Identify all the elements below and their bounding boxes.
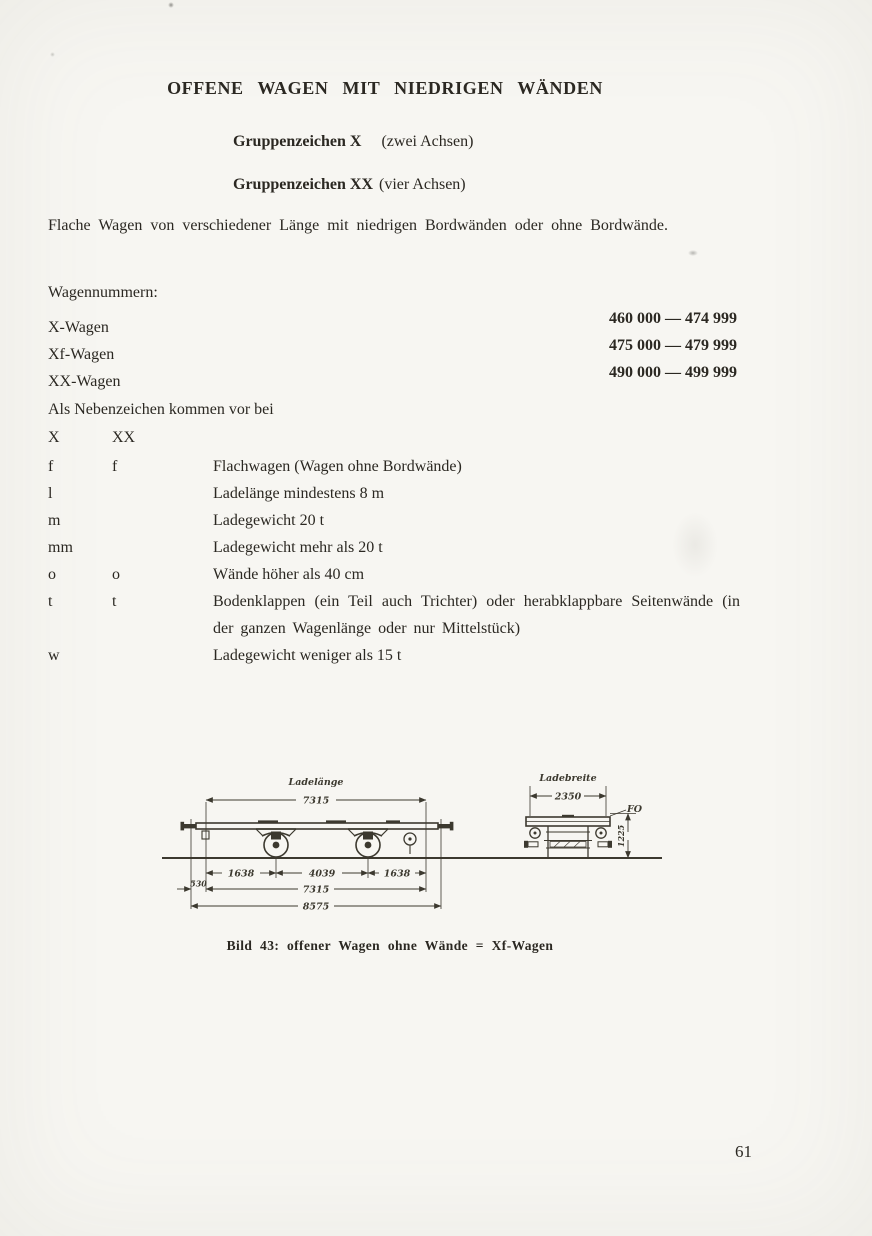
table-row [48,642,740,669]
nebenzeichen-table [48,424,740,669]
table-row [48,534,740,561]
wagen-number-range: 475 000 — 479 999 [609,337,737,354]
dim-left: 1638 [227,868,255,880]
page-title: OFFENE WAGEN MIT NIEDRIGEN WÄNDEN [167,78,603,98]
code-description: Flachwagen (Wagen ohne Bordwände) [213,458,462,475]
wheelset-left [256,829,296,857]
wagennummern-heading: Wagennummern: [48,284,158,301]
wagon-drawing-svg [158,770,668,940]
ladelaenge-label: Ladelänge [288,777,344,788]
wagon-end-view [524,773,643,858]
scan-speck [168,2,174,8]
wagen-number-ranges [537,305,737,386]
wagen-number-range: 490 000 — 499 999 [609,364,737,381]
scan-smudge [688,250,698,256]
code-xx: f [112,458,118,475]
ladebreite-label: Ladebreite [539,773,597,784]
wagen-type: XX-Wagen [48,373,121,390]
dim-right: 1638 [383,868,411,880]
wagen-type-list [48,314,120,395]
group-xx-note: (vier Achsen) [379,176,466,193]
wagen-type: Xf-Wagen [48,346,115,363]
code-x: o [48,566,56,583]
ladebreite-value: 2350 [554,791,582,803]
code-description: Ladelänge mindestens 8 m [213,485,385,502]
code-description: Ladegewicht weniger als 15 t [213,647,402,664]
code-description: Bodenklappen (ein Teil auch Trichter) oder herabklappbare Seitenwände (in der ganzen Wagenlänge oder nur Mittelstück) [213,593,740,637]
code-x: m [48,512,61,529]
table-row [48,453,740,480]
wagon-technical-drawing [158,770,668,940]
dim-total: 8575 [302,901,330,913]
table-row [48,507,740,534]
code-xx: t [112,593,117,610]
fo-label: FO [627,804,643,815]
height-value: 1225 [616,824,626,848]
nebenzeichen-heading: Als Nebenzeichen kommen vor bei [48,401,274,418]
scan-speck [50,52,55,57]
table-row [48,561,740,588]
wagen-type: X-Wagen [48,319,109,336]
code-x: t [48,593,53,610]
handbrake-wheel [404,833,416,854]
code-x: mm [48,539,73,556]
code-description: Ladegewicht 20 t [213,512,325,529]
code-x: f [48,458,54,475]
wagen-number-range: 460 000 — 474 999 [609,310,737,327]
code-xx: o [112,566,120,583]
page-number: 61 [735,1142,752,1161]
dim-overhang: 530 [190,878,207,889]
group-heading-x [233,133,473,151]
intro-paragraph: Flache Wagen von verschiedener Länge mit niedrigen Bordwänden oder ohne Bordwände. [48,217,668,234]
table-header-row [48,424,740,451]
wheelset-right [348,829,388,857]
table-row [48,588,740,642]
table-row [48,480,740,507]
code-x: l [48,485,53,502]
wagon-side-view [177,777,453,913]
group-x-label: Gruppenzeichen X [233,133,362,150]
dim-frame: 7315 [302,884,330,896]
ladelaenge-value: 7315 [302,795,330,807]
code-description: Wände höher als 40 cm [213,566,365,583]
column-header-xx: XX [112,429,136,446]
code-description: Ladegewicht mehr als 20 t [213,539,383,556]
figure-caption: Bild 43: offener Wagen ohne Wände = Xf-Wagen [226,938,554,953]
group-x-note: (zwei Achsen) [381,133,474,150]
column-header-x: X [48,429,60,446]
code-x: w [48,647,60,664]
group-heading-xx [233,176,466,194]
group-xx-label: Gruppenzeichen XX [233,176,373,193]
dim-center: 4039 [308,868,336,880]
